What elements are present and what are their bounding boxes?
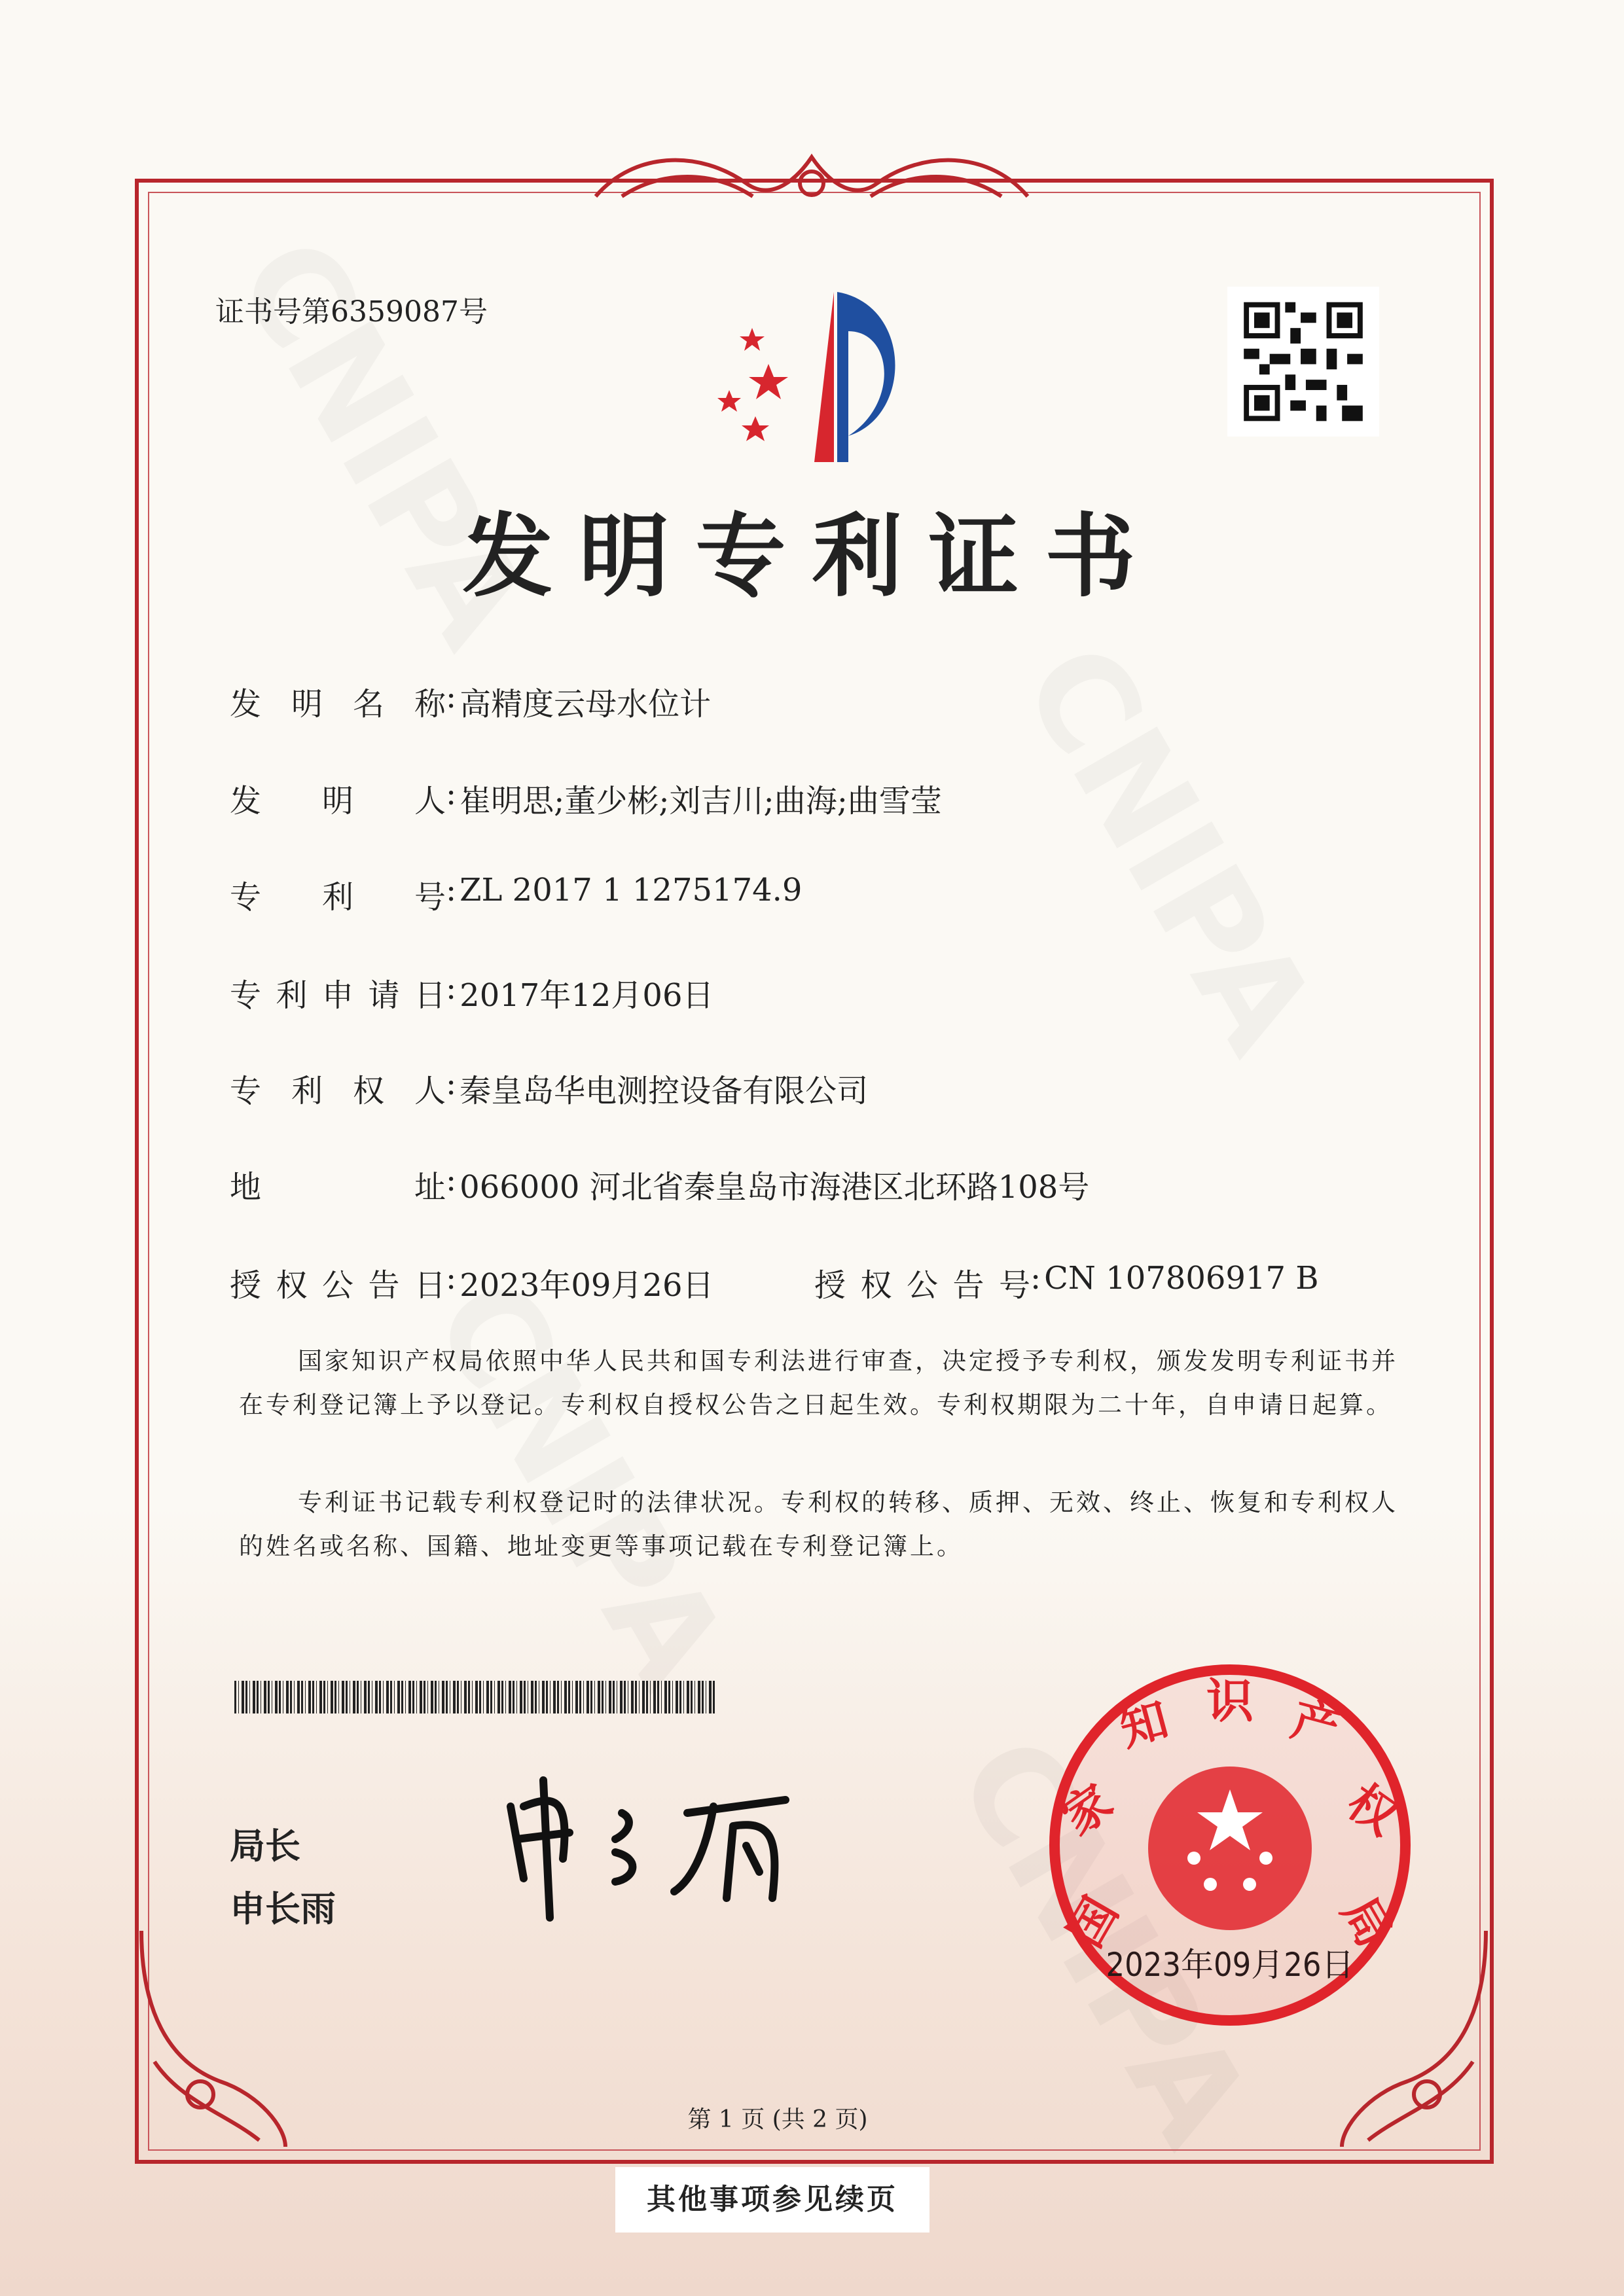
field-patentee: 专 利 权 人 : 秦皇岛华电测控设备有限公司 <box>230 1066 869 1109</box>
field-grant-date: 授 权 公 告 日 : 2023年09月26日 <box>230 1260 714 1304</box>
official-seal <box>1047 1662 1413 2028</box>
field-application-date: 专 利 申 请 日 : 2017年12月06日 <box>230 970 714 1014</box>
legal-status-statement: 专利证书记载专利权登记时的法律状况。专利权的转移、质押、无效、终止、恢复和专利权人的姓名或名称、国籍、地址变更等事项记载在专利登记簿上。 <box>239 1488 1398 1560</box>
svg-text:产: 产 <box>1286 1691 1346 1757</box>
svg-text:识: 识 <box>1206 1674 1254 1729</box>
page-title: 发明专利证书 <box>462 504 1162 609</box>
signatory-name: 申长雨 <box>230 1888 336 1929</box>
field-inventors: 发 明 人 : 崔明思;董少彬;刘吉川;曲海;曲雪莹 <box>230 776 942 819</box>
certificate-number: 证书号第6359087号 <box>215 295 488 329</box>
field-address: 地 址 : 066000 河北省秦皇岛市海港区北环路108号 <box>230 1162 1090 1206</box>
svg-text:国: 国 <box>1057 1888 1129 1956</box>
continuation-note: 其他事项参见续页 <box>615 2167 929 2233</box>
field-grant-publication-number: 授 权 公 告 号 : CN 107806917 B <box>814 1260 1319 1304</box>
svg-text:局: 局 <box>1331 1888 1403 1956</box>
svg-text:知: 知 <box>1114 1691 1174 1757</box>
handwritten-signature <box>497 1767 838 1924</box>
grant-statement: 国家知识产权局依照中华人民共和国专利法进行审查，决定授予专利权，颁发发明专利证书并在专利登记簿上予以登记。专利权自授权公告之日起生效。专利权期限为二十年，自申请日起算。 <box>239 1347 1398 1419</box>
qr-code <box>1227 287 1379 437</box>
signatory-title: 局长 <box>230 1825 300 1867</box>
barcode <box>234 1681 715 1713</box>
svg-text:家: 家 <box>1052 1773 1123 1846</box>
top-ornament <box>583 137 1041 216</box>
cnipa-logo <box>703 285 929 469</box>
svg-text:权: 权 <box>1337 1773 1408 1846</box>
field-patent-number: 专 利 号 : ZL 2017 1 1275174.9 <box>230 872 803 916</box>
seal-date: 2023年09月26日 <box>1106 1946 1354 1984</box>
page-number: 第 1 页 (共 2 页) <box>687 2106 868 2133</box>
field-invention-name: 发 明 名 称 : 高精度云母水位计 <box>230 679 712 723</box>
